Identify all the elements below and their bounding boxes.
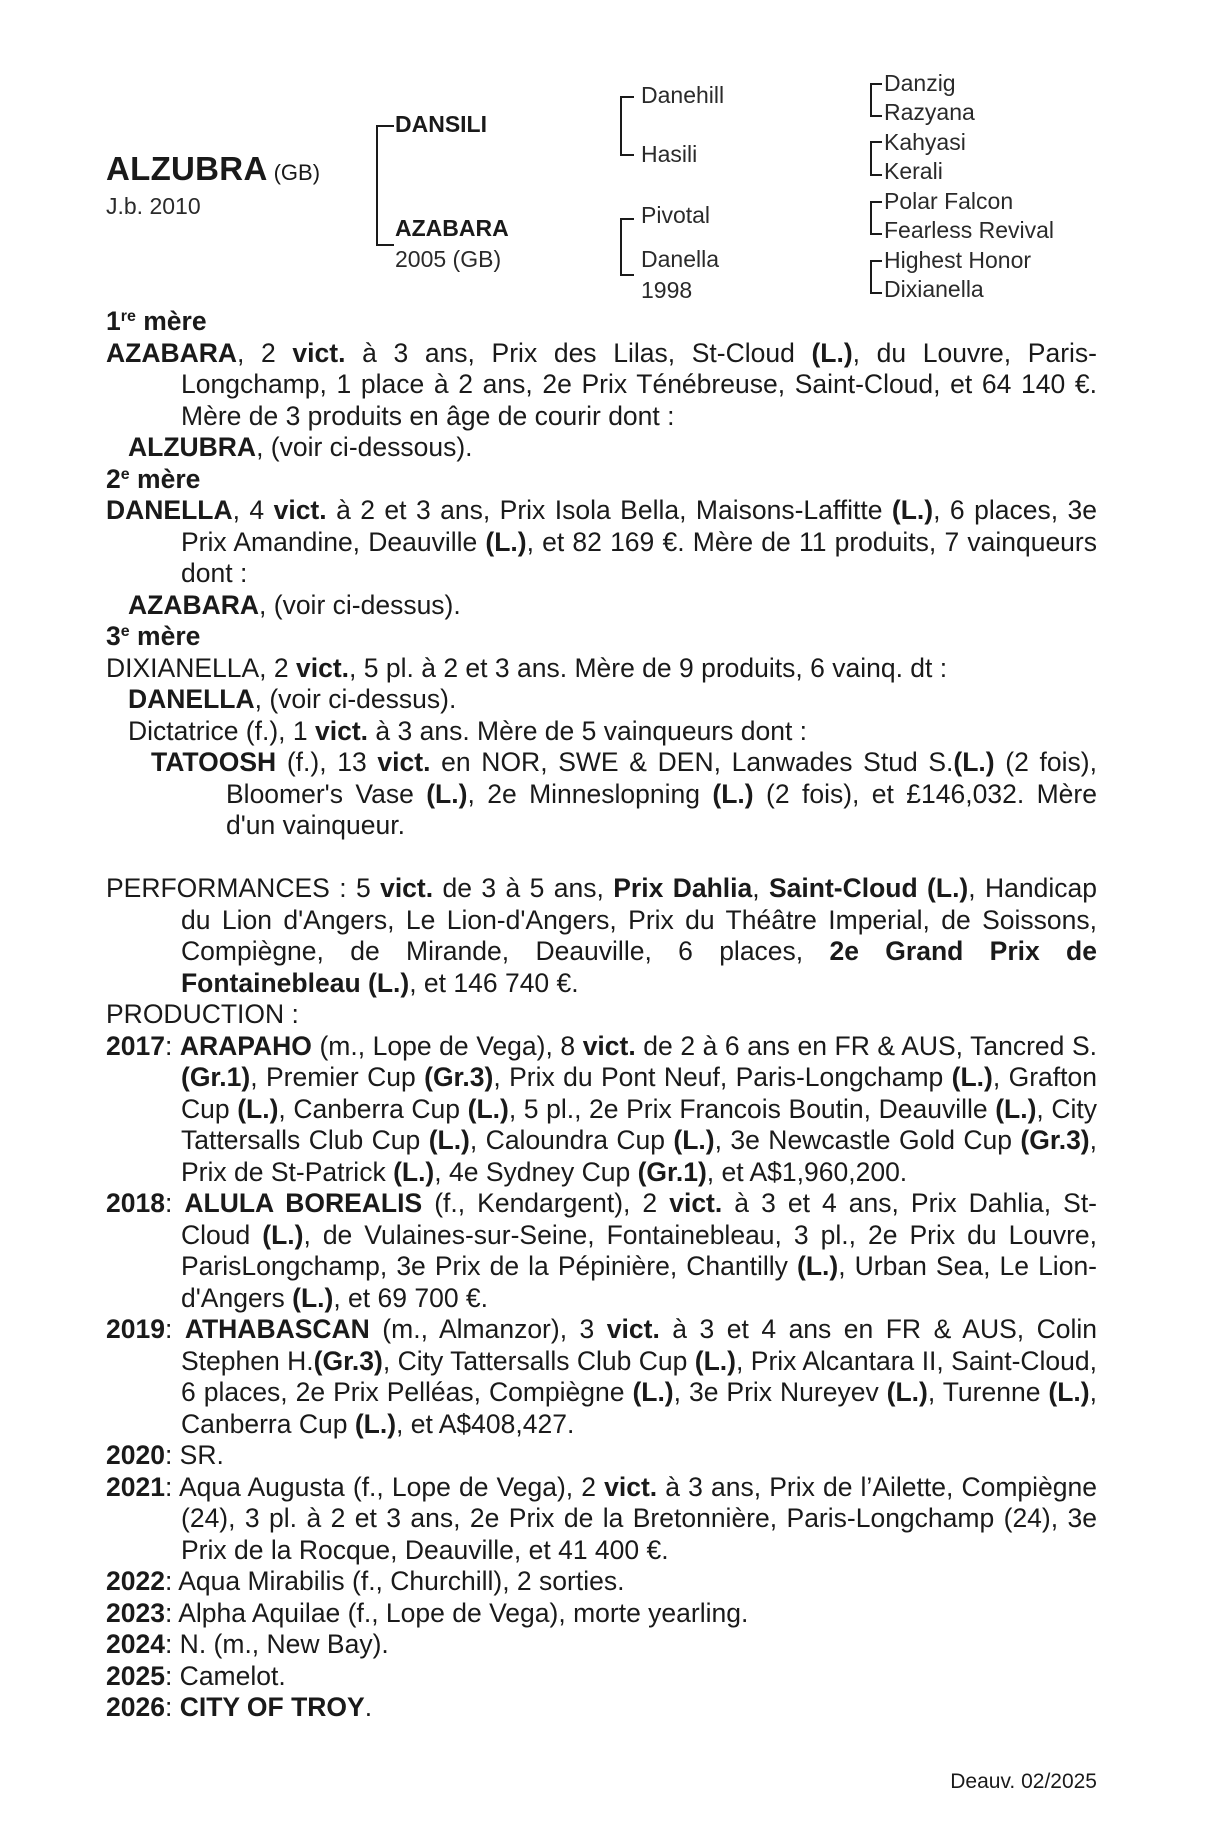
pedigree-bracket (376, 125, 394, 246)
great-grandparent: Dixianella (884, 276, 984, 302)
second-dam-entry: DANELLA, 4 vict. à 2 et 3 ans, Prix Isola Bella, Maisons-Laffitte (L.), 6 places, 3e Prix Amandine, Deauville (L.), et 82 169 €. Mère de 11 produits, 7 vainqueurs dont : (106, 495, 1097, 588)
production-2018: 2018: ALULA BOREALIS (f., Kendargent), 2 vict. à 3 et 4 ans, Prix Dahlia, St-Cloud (L.), de Vulaines-sur-Seine, Fontainebleau, 3 pl., 2e Prix du Louvre, ParisLongchamp, 3e Prix de la Pépinière, Chantilly (L.), Urban Sea, Le Lion-d'Angers (L.), et 69 700 €. (106, 1188, 1098, 1313)
granddam-paternal: Hasili (641, 141, 698, 167)
pedigree-bracket (870, 141, 882, 176)
dam-info: 2005 (GB) (395, 246, 502, 272)
grandsire-maternal: Pivotal (641, 202, 711, 228)
third-dam-produce-3: TATOOSH (f.), 13 vict. en NOR, SWE & DEN, Lanwades Stud S.(L.) (2 fois), Bloomer's Vase (L.), 2e Minneslopning (L.) (2 fois), et £146,032. Mère d'un vainqueur. (151, 747, 1097, 840)
great-grandparent: Fearless Revival (884, 217, 1054, 243)
production-heading: PRODUCTION : (106, 999, 299, 1029)
granddam-maternal: Danella (641, 246, 719, 272)
footer-reference: Deauv. 02/2025 (950, 1770, 1097, 1793)
sire-name: DANSILI (395, 111, 487, 137)
production-2022: 2022: Aqua Mirabilis (f., Churchill), 2 sorties. (106, 1566, 625, 1596)
third-dam-produce-2: Dictatrice (f.), 1 vict. à 3 ans. Mère de 5 vainqueurs dont : (128, 715, 808, 746)
great-grandparent: Razyana (884, 99, 975, 125)
pedigree-bracket (870, 201, 882, 235)
third-dam-entry: DIXIANELLA, 2 vict., 5 pl. à 2 et 3 ans. Mère de 9 produits, 6 vainq. dt : (106, 652, 948, 683)
production-2019: 2019: ATHABASCAN (m., Almanzor), 3 vict. à 3 et 4 ans en FR & AUS, Colin Stephen H.(Gr.3), City Tattersalls Club Cup (L.), Prix Alcantara II, Saint-Cloud, 6 places, 2e Prix Pelléas, Compiègne (L.), 3e Prix Nureyev (L.), Turenne (L.), Canberra Cup (L.), et A$408,427. (106, 1314, 1098, 1439)
production-2021: 2021: Aqua Augusta (f., Lope de Vega), 2 vict. à 3 ans, Prix de l’Ailette, Compiègne (24), 3 pl. à 2 et 3 ans, 2e Prix de la Bretonnière, Paris-Longchamp (24), 3e Prix de la Rocque, Deauville, et 41 400 €. (106, 1471, 1097, 1565)
production-2025: 2025: Camelot. (106, 1660, 286, 1691)
horse-name: ALZUBRA (106, 150, 268, 187)
production-2024: 2024: N. (m., New Bay). (106, 1629, 389, 1659)
third-dam-produce-1: DANELLA, (voir ci-dessus). (128, 684, 457, 714)
catalogue-text (106, 306, 1097, 1724)
pedigree-bracket (870, 83, 882, 117)
second-dam-produce: AZABARA, (voir ci-dessus). (128, 589, 461, 620)
granddam-maternal-year: 1998 (641, 277, 693, 303)
pedigree-bracket (620, 96, 634, 156)
great-grandparent: Kerali (884, 158, 943, 184)
first-dam-entry: AZABARA, 2 vict. à 3 ans, Prix des Lilas, St-Cloud (L.), du Louvre, Paris-Longchamp, 1 place à 2 ans, 2e Prix Ténébreuse, Saint-Cloud, et 64 140 €. Mère de 3 produits en âge de courir dont : (106, 337, 1098, 431)
first-dam-heading: 1re mère (106, 306, 207, 336)
pedigree-bracket (620, 218, 634, 276)
great-grandparent: Polar Falcon (884, 188, 1014, 214)
horse-info: J.b. 2010 (106, 193, 201, 219)
horse-origin: (GB) (273, 160, 321, 185)
pedigree-bracket (870, 260, 882, 294)
production-2020: 2020: SR. (106, 1440, 224, 1470)
second-dam-heading: 2e mère (106, 463, 201, 494)
grandsire-paternal: Danehill (641, 82, 725, 108)
production-2026: 2026: CITY OF TROY. (106, 1692, 373, 1722)
great-grandparent: Kahyasi (884, 129, 966, 155)
great-grandparent: Highest Honor (884, 247, 1032, 273)
performances: PERFORMANCES : 5 vict. de 3 à 5 ans, Prix Dahlia, Saint-Cloud (L.), Handicap du Lion d'Angers, Le Lion-d'Angers, Prix du Théâtre Imperial, de Soissons, Compiègne, de Mirande, Deauville, 6 places, 2e Grand Prix de Fontainebleau (L.), et 146 740 €. (106, 873, 1097, 998)
great-grandparent: Danzig (884, 70, 956, 96)
production-2023: 2023: Alpha Aquilae (f., Lope de Vega), morte yearling. (106, 1597, 749, 1628)
first-dam-produce: ALZUBRA, (voir ci-dessous). (128, 432, 473, 462)
third-dam-heading: 3e mère (106, 621, 201, 651)
horse-title (106, 150, 320, 188)
dam-name: AZABARA (395, 215, 509, 241)
production-2017: 2017: ARAPAHO (m., Lope de Vega), 8 vict. de 2 à 6 ans en FR & AUS, Tancred S.(Gr.1), Premier Cup (Gr.3), Prix du Pont Neuf, Paris-Longchamp (L.), Grafton Cup (L.), Canberra Cup (L.), 5 pl., 2e Prix Francois Boutin, Deauville (L.), City Tattersalls Club Cup (L.), Caloundra Cup (L.), 3e Newcastle Gold Cup (Gr.3), Prix de St-Patrick (L.), 4e Sydney Cup (Gr.1), et A$1,960,200. (106, 1030, 1098, 1187)
